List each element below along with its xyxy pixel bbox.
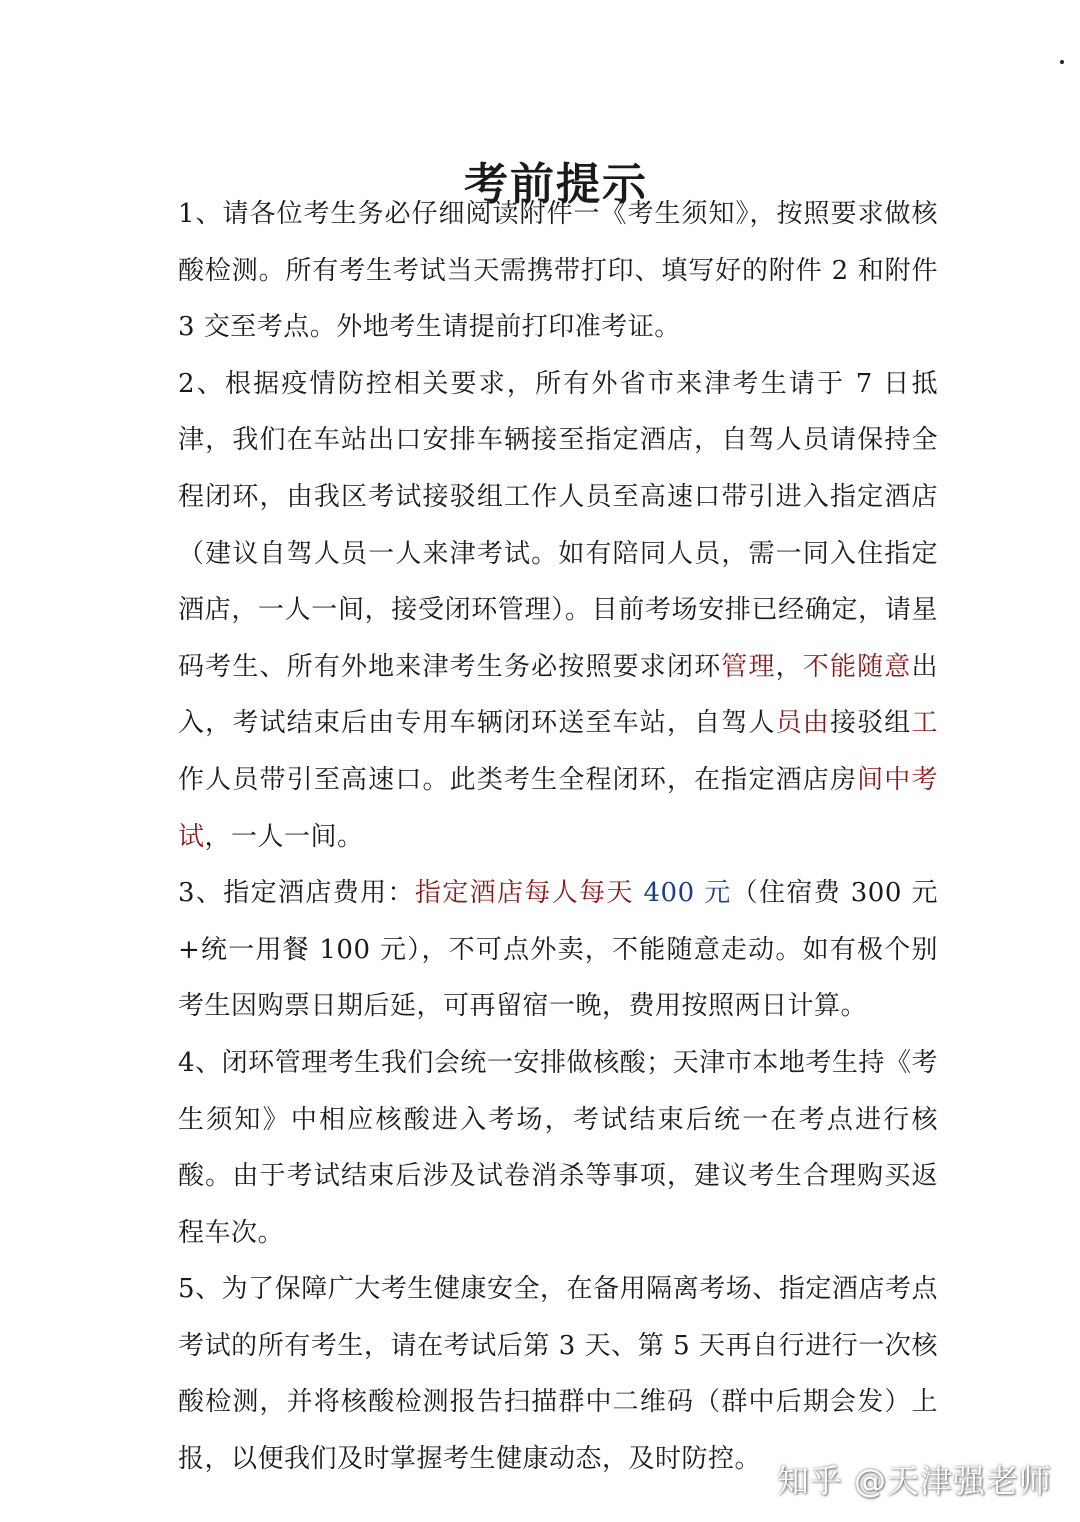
text-segment: 5、为了保障广大考生健康安全，在备用隔离考场、指定酒店考点考试的所有考生，请在考试后第 3 天、第 5 天再自行进行一次核酸检测，并将核酸检测报告扫描群中二维码（群中后期会发）上报，以便我们及时掌握考生健康动态，及时防控。 bbox=[178, 1274, 938, 1475]
highlighted-text: 400 元 bbox=[633, 878, 732, 909]
text-segment: 4、闭环管理考生我们会统一安排做核酸；天津市本地考生持《考生须知》中相应核酸进入考场，考试结束后统一在考点进行核酸。由于考试结束后涉及试卷消杀等事项，建议考生合理购买返程车次。 bbox=[178, 1047, 938, 1248]
text-segment: （住宿费 300 元+统一用餐 100 元），不可点外卖，不能随意走动。如有极个别考生因购票日期后延，可再留宿一晚，费用按照两日计算。 bbox=[178, 878, 939, 1022]
text-segment: 3、指定酒店费用： bbox=[178, 878, 415, 909]
text-segment: 接驳组 bbox=[829, 708, 912, 739]
notice-item-3 bbox=[178, 865, 938, 1035]
highlighted-text: 工 bbox=[911, 708, 938, 739]
document-title: 考前提示 bbox=[464, 159, 648, 211]
notice-item-2 bbox=[178, 356, 938, 865]
text-segment: 1、请各位考生务必仔细阅读附件一《考生须知》，按照要求做核酸检测。所有考生考试当天需携带打印、填写好的附件 2 和附件 3 交至考点。外地考生请提前打印准考证。 bbox=[178, 199, 938, 343]
text-segment: ， bbox=[775, 651, 803, 682]
notice-item-4 bbox=[178, 1035, 938, 1261]
highlighted-text: 指定酒店每人每天 bbox=[414, 878, 634, 909]
highlighted-text: 不能随意 bbox=[802, 651, 912, 682]
notice-item-5 bbox=[178, 1261, 938, 1487]
scan-speck bbox=[1060, 60, 1064, 64]
watermark: 知乎 @天津强老师 bbox=[776, 1462, 1052, 1500]
highlighted-text: 管理 bbox=[721, 651, 776, 682]
text-segment: 作人员带引至高速口。此类考生全程闭环，在指定酒店房 bbox=[178, 764, 858, 795]
highlighted-text: 员由 bbox=[775, 708, 830, 739]
text-segment: 2、根据疫情防控相关要求，所有外省市来津考生请于 7 日抵津，我们在车站出口安排车辆接至指定酒店，自驾人员请保持全程闭环，由我区考试接驳组工作人员至高速口带引进入指定酒店（建议自驾人员一人来津考试。如有陪同人员，需一同入住指定酒店，一人一间，接受闭环管理）。目前考场安排已经确定，请星码考生、所有外地来津考生务必按照要求闭环 bbox=[178, 368, 938, 682]
highlighted-text: 间中考试 bbox=[178, 764, 938, 852]
document-body bbox=[178, 186, 938, 1488]
text-segment: 出入，考试结束后由专用车辆闭环送至车站，自驾人 bbox=[178, 651, 938, 739]
notice-item-1 bbox=[178, 186, 938, 356]
text-segment: ，一人一间。 bbox=[204, 821, 364, 852]
